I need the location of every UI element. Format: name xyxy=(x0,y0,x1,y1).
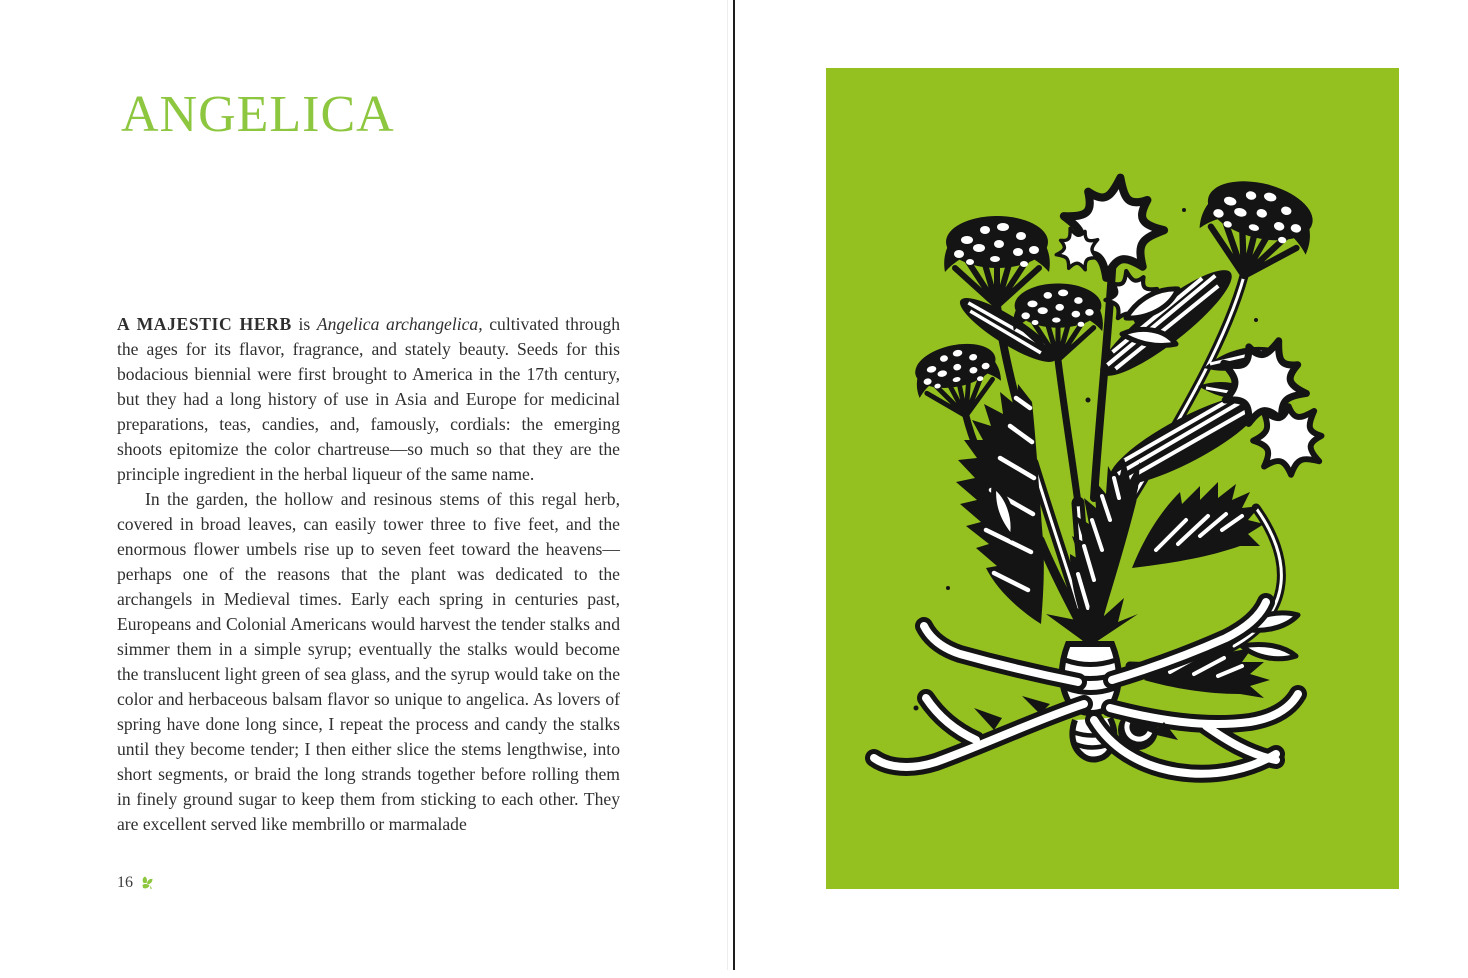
page-gutter-shadow xyxy=(727,0,728,970)
paragraph-1-body: cultivated through the ages for its flavor, fragrance, and stately beauty. Seeds for this bodacious biennial were first brought to America in the 17th century, but they had a long history of use in Asia and Europe for medicinal preparations, teas, candies, and, famously, cordials: the emerging shoots epitomize the color chartreuse—so much so that they are the principle ingredient in the herbal liqueur of the same name. xyxy=(117,314,620,484)
lead-in-text: A MAJESTIC HERB xyxy=(117,314,292,334)
angelica-woodcut-illustration xyxy=(826,68,1399,889)
illustration-plate xyxy=(826,68,1399,889)
chapter-title: ANGELICA xyxy=(121,86,395,143)
paragraph-1 xyxy=(117,312,620,487)
paragraph-1-connector: is xyxy=(291,314,317,334)
species-name-italic: Angelica archangelica, xyxy=(316,314,483,334)
page-number: 16 xyxy=(117,874,133,891)
paragraph-2: In the garden, the hollow and resinous stems of this regal herb, covered in broad leaves, can easily tower three to five feet, and the enormous flower umbels rise up to seven feet toward the heavens—perhaps one of the reasons that the plant was dedicated to the archangels in Medieval times. Early each spring in centuries past, Europeans and Colonial Americans would harvest the tender stalks and simmer them in a simple syrup; eventually the stalks would become the translucent light green of sea glass, and the syrup would take on the color and herbaceous balsam flavor so unique to angelica. As lovers of spring have done long since, I repeat the process and candy the stalks until they become tender; I then either slice the stems lengthwise, into short segments, or braid the long strands together before rolling them in finely ground sugar to keep them from sticking to each other. They are excellent served like membrillo or marmalade xyxy=(117,489,620,834)
leaf-sprig-icon xyxy=(138,874,156,892)
page-gutter-line xyxy=(733,0,735,970)
body-text-column xyxy=(117,312,620,837)
folio xyxy=(117,874,156,892)
